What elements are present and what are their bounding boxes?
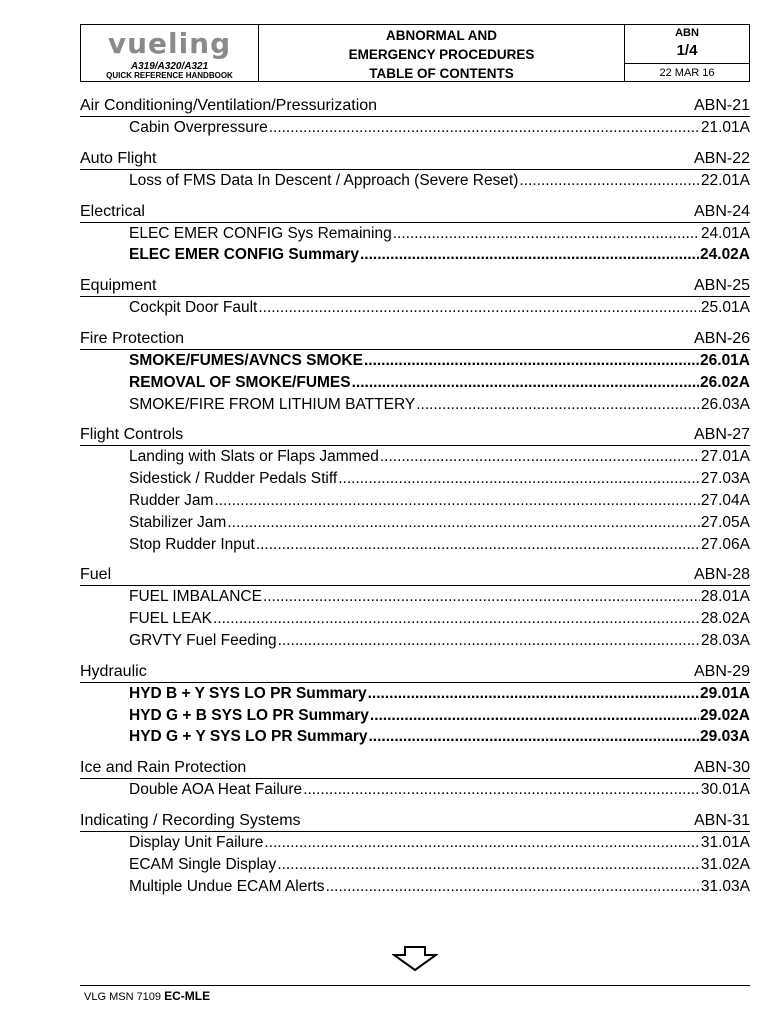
toc-section — [80, 811, 750, 897]
toc-entry[interactable] — [129, 608, 750, 630]
entry-title: ELEC EMER CONFIG Summary — [129, 246, 359, 264]
toc-entry[interactable] — [129, 779, 750, 801]
entry-title: Stabilizer Jam — [129, 513, 227, 531]
entry-ref: 24.02A — [700, 246, 750, 264]
section-ref: ABN-30 — [693, 759, 750, 777]
entry-title: Display Unit Failure — [129, 833, 264, 851]
section-heading[interactable] — [80, 329, 750, 350]
footer — [84, 989, 210, 1003]
title-line-3: TABLE OF CONTENTS — [369, 66, 514, 81]
dot-leader — [352, 372, 699, 394]
entry-ref: 29.02A — [700, 706, 750, 724]
section-heading[interactable] — [80, 425, 750, 446]
section-title: Fire Protection — [80, 329, 185, 347]
entry-title: Multiple Undue ECAM Alerts — [129, 877, 325, 895]
dot-leader — [338, 468, 700, 490]
toc-section — [80, 329, 750, 415]
entry-ref: 27.06A — [700, 535, 750, 553]
section-ref: ABN-27 — [693, 426, 750, 444]
entry-title: GRVTY Fuel Feeding — [129, 631, 277, 649]
section-heading[interactable] — [80, 276, 750, 297]
footer-divider — [80, 985, 750, 986]
section-title: Fuel — [80, 566, 112, 584]
entry-title: Sidestick / Rudder Pedals Stiff — [129, 470, 338, 488]
dot-leader — [277, 854, 700, 876]
dot-leader — [214, 490, 699, 512]
toc-entry[interactable] — [129, 117, 750, 139]
entry-title: Loss of FMS Data In Descent / Approach (Severe Reset) — [129, 171, 519, 189]
entry-ref: 27.05A — [700, 513, 750, 531]
vueling-logo: vueling — [107, 27, 232, 60]
toc-section — [80, 276, 750, 319]
toc-entry[interactable] — [129, 350, 750, 372]
section-ref: ABN-26 — [693, 329, 750, 347]
toc-entry[interactable] — [129, 586, 750, 608]
section-heading[interactable] — [80, 662, 750, 683]
dot-leader — [519, 170, 699, 192]
toc-entry[interactable] — [129, 490, 750, 512]
toc-entry[interactable] — [129, 512, 750, 534]
entry-ref: 25.01A — [700, 299, 750, 317]
id-divider — [625, 63, 749, 64]
section-title: Hydraulic — [80, 662, 147, 680]
section-heading[interactable] — [80, 565, 750, 586]
section-title: Indicating / Recording Systems — [80, 811, 301, 829]
toc-section — [80, 758, 750, 801]
entry-ref: 27.01A — [700, 448, 750, 466]
entry-ref: 31.01A — [700, 833, 750, 851]
entry-ref: 26.03A — [700, 395, 750, 413]
dot-leader — [227, 512, 700, 534]
entry-ref: 27.04A — [700, 491, 750, 509]
revision-date: 22 MAR 16 — [659, 67, 715, 79]
toc-entry[interactable] — [129, 372, 750, 394]
entry-title: Double AOA Heat Failure — [129, 781, 303, 799]
entry-ref: 29.03A — [700, 728, 750, 746]
dot-leader — [416, 394, 700, 416]
entry-ref: 27.03A — [700, 470, 750, 488]
title-line-2: EMERGENCY PROCEDURES — [348, 47, 535, 62]
dot-leader — [368, 726, 699, 748]
down-arrow-icon — [392, 946, 438, 972]
entry-ref: 26.02A — [700, 373, 750, 391]
toc-section — [80, 662, 750, 748]
entry-title: ELEC EMER CONFIG Sys Remaining — [129, 224, 392, 242]
document-header — [80, 24, 750, 82]
entry-ref: 29.01A — [700, 684, 750, 702]
toc-entry[interactable] — [129, 244, 750, 266]
section-ref: ABN-21 — [693, 97, 750, 114]
section-heading[interactable] — [80, 758, 750, 779]
entry-title: HYD G + Y SYS LO PR Summary — [129, 728, 368, 746]
dot-leader — [360, 244, 699, 266]
section-heading[interactable] — [80, 811, 750, 832]
section-ref: ABN-25 — [693, 277, 750, 295]
entry-title: Stop Rudder Input — [129, 535, 255, 553]
entry-title: REMOVAL OF SMOKE/FUMES — [129, 373, 351, 391]
toc-entry[interactable] — [129, 876, 750, 898]
toc-entry[interactable] — [129, 630, 750, 652]
entry-title: Cockpit Door Fault — [129, 299, 258, 317]
dot-leader — [303, 779, 700, 801]
entry-title: SMOKE/FIRE FROM LITHIUM BATTERY — [129, 395, 416, 413]
entry-title: HYD B + Y SYS LO PR Summary — [129, 684, 367, 702]
entry-title: Landing with Slats or Flaps Jammed — [129, 448, 379, 466]
section-title: Electrical — [80, 202, 145, 220]
toc-entry[interactable] — [129, 297, 750, 319]
entry-ref: 21.01A — [700, 119, 750, 136]
dot-leader — [278, 630, 700, 652]
entry-ref: 24.01A — [700, 224, 750, 242]
toc-entry[interactable] — [129, 223, 750, 245]
dot-leader — [256, 534, 700, 556]
dot-leader — [258, 297, 700, 319]
section-ref: ABN-24 — [693, 202, 750, 220]
toc-entry[interactable] — [129, 854, 750, 876]
toc-entry[interactable] — [129, 394, 750, 416]
toc-entry[interactable] — [129, 683, 750, 705]
entry-title: ECAM Single Display — [129, 855, 277, 873]
dot-leader — [368, 683, 699, 705]
section-title: Flight Controls — [80, 426, 184, 444]
page-number: 1/4 — [676, 42, 698, 59]
footer-msn: VLG MSN 7109 — [84, 991, 162, 1003]
section-heading[interactable] — [80, 202, 750, 223]
dot-leader — [269, 117, 700, 139]
section-ref: ABN-28 — [693, 566, 750, 584]
toc-section — [80, 425, 750, 555]
dot-leader — [264, 832, 699, 854]
entry-title: HYD G + B SYS LO PR Summary — [129, 706, 369, 724]
toc-entry[interactable] — [129, 726, 750, 748]
section-title: Auto Flight — [80, 149, 157, 167]
toc-entry[interactable] — [129, 832, 750, 854]
toc-entry[interactable] — [129, 705, 750, 727]
section-ref: ABN-31 — [693, 811, 750, 829]
toc-entry[interactable] — [129, 446, 750, 468]
entry-title: FUEL LEAK — [129, 610, 212, 628]
toc-section — [80, 149, 750, 192]
toc-section — [80, 202, 750, 267]
entry-ref: 31.02A — [700, 855, 750, 873]
section-heading[interactable] — [80, 149, 750, 170]
toc-entry[interactable] — [129, 468, 750, 490]
entry-ref: 28.02A — [700, 610, 750, 628]
section-title: Air Conditioning/Ventilation/Pressurization — [80, 97, 378, 114]
entry-ref: 28.03A — [700, 631, 750, 649]
section-ref: ABN-22 — [693, 149, 750, 167]
toc-entry[interactable] — [129, 534, 750, 556]
entry-ref: 31.03A — [700, 877, 750, 895]
dot-leader — [364, 350, 699, 372]
section-title: Ice and Rain Protection — [80, 759, 247, 777]
entry-title: Rudder Jam — [129, 491, 214, 509]
dot-leader — [393, 223, 700, 245]
dot-leader — [380, 446, 700, 468]
dot-leader — [213, 608, 700, 630]
entry-title: FUEL IMBALANCE — [129, 588, 262, 606]
header-title — [259, 25, 625, 81]
footer-registration: EC-MLE — [164, 989, 211, 1003]
entry-ref: 22.01A — [700, 171, 750, 189]
entry-title: SMOKE/FUMES/AVNCS SMOKE — [129, 351, 363, 369]
page-id-cell — [625, 25, 749, 81]
toc-section — [80, 96, 750, 139]
title-line-1: ABNORMAL AND — [386, 28, 497, 43]
dot-leader — [370, 705, 699, 727]
entry-ref: 30.01A — [700, 781, 750, 799]
section-title: Equipment — [80, 277, 157, 295]
table-of-contents — [80, 96, 750, 907]
section-heading[interactable] — [80, 96, 750, 117]
logo-cell — [81, 25, 259, 81]
entry-title: Cabin Overpressure — [129, 119, 268, 136]
section-ref: ABN-29 — [693, 662, 750, 680]
chapter-code: ABN — [675, 27, 699, 39]
dot-leader — [263, 586, 700, 608]
aircraft-models: A319/A320/A321 — [130, 61, 209, 72]
entry-ref: 26.01A — [700, 351, 750, 369]
handbook-name: QUICK REFERENCE HANDBOOK — [106, 71, 233, 80]
entry-ref: 28.01A — [700, 588, 750, 606]
toc-entry[interactable] — [129, 170, 750, 192]
toc-section — [80, 565, 750, 651]
dot-leader — [326, 876, 700, 898]
